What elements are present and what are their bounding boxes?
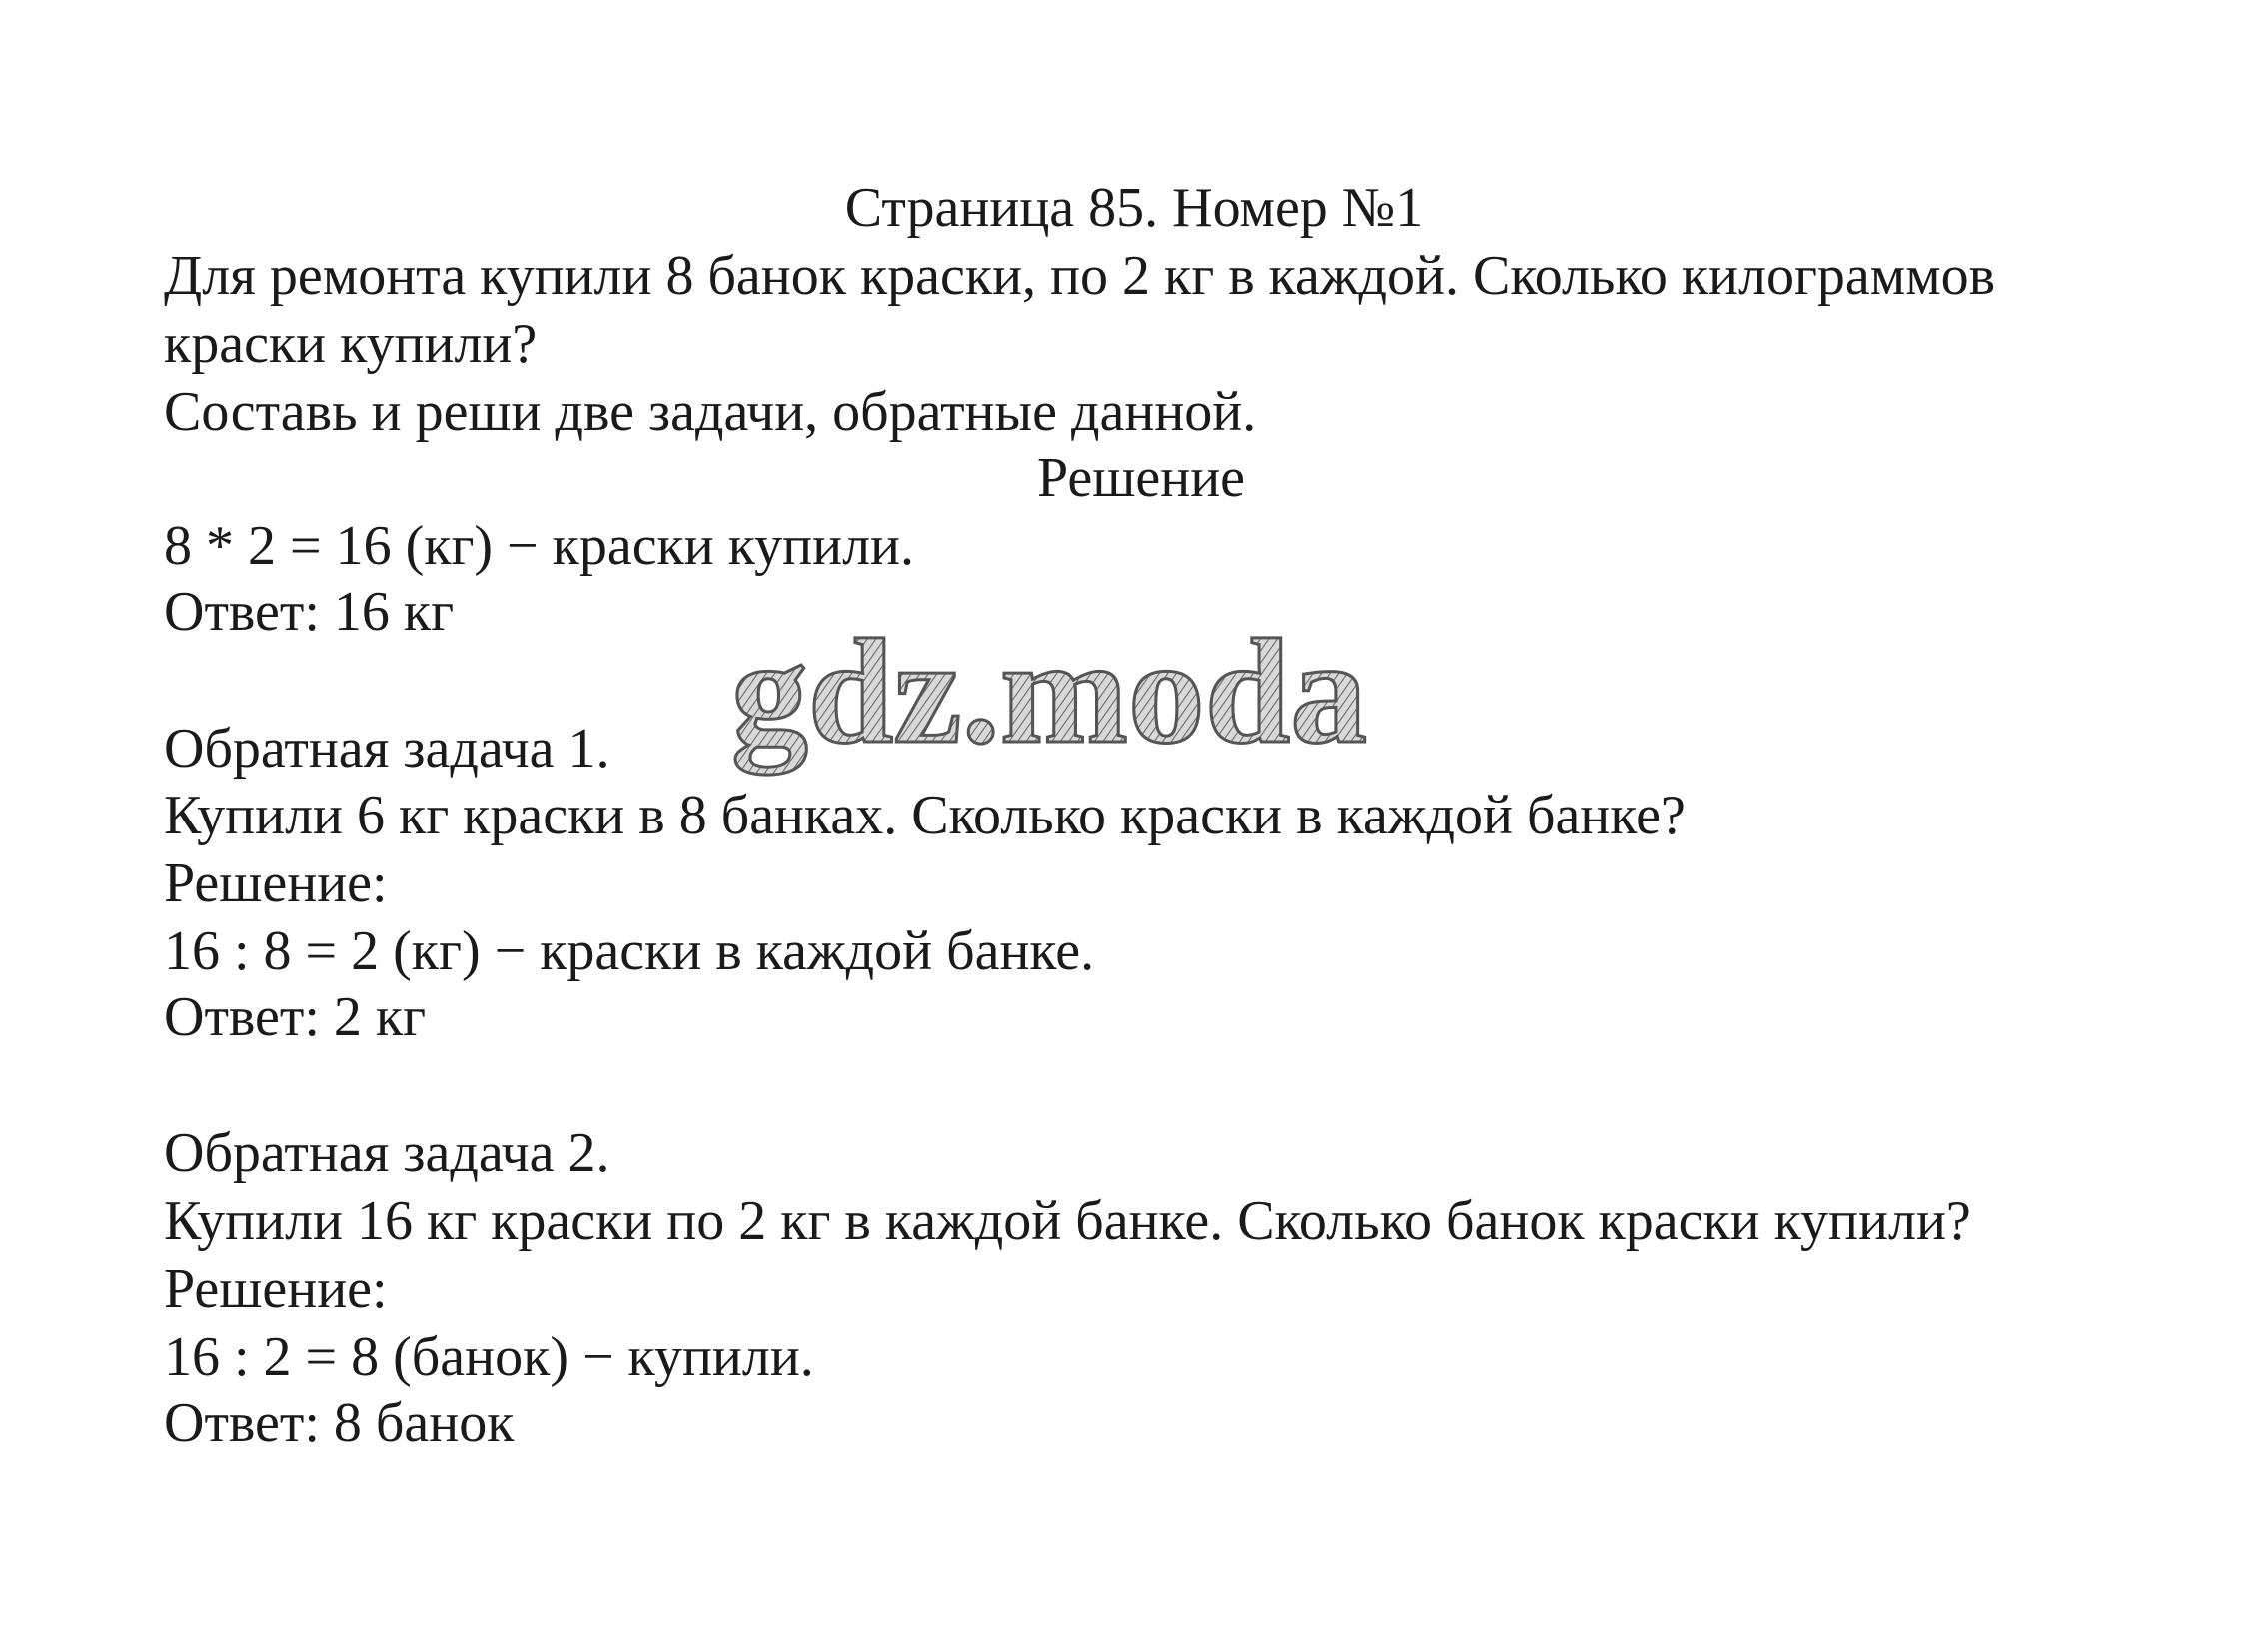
watermark-logo-graphic — [719, 630, 1379, 800]
inverse-task-1-answer: Ответ: 2 кг — [164, 986, 427, 1048]
answer-line: Ответ: 16 кг — [164, 581, 455, 643]
inverse-task-1-solution-label: Решение: — [164, 852, 388, 914]
problem-text-line-1: Для ремонта купили 8 банок краски, по 2 кг в каждой. Сколько килограммов — [164, 245, 1996, 307]
solution-line: 8 * 2 = 16 (кг) − краски купили. — [164, 515, 914, 577]
solution-heading-text: Решение — [1036, 447, 1246, 509]
solution-heading — [0, 446, 2268, 510]
inverse-task-1-title: Обратная задача 1. — [164, 718, 610, 780]
page-title: Страница 85. Номер №1 — [844, 177, 1424, 239]
inverse-task-2-answer: Ответ: 8 банок — [164, 1392, 515, 1454]
problem-text-line-2: краски купили? — [164, 313, 538, 375]
inverse-task-2-solution-label: Решение: — [164, 1258, 388, 1320]
watermark-text: gdz.moda — [731, 630, 1367, 775]
inverse-task-2-statement: Купили 16 кг краски по 2 кг в каждой банке. Сколько банок краски купили? — [164, 1190, 1971, 1252]
inverse-task-1-statement: Купили 6 кг краски в 8 банках. Сколько краски в каждой банке? — [164, 785, 1686, 846]
watermark-logo — [719, 630, 1379, 800]
inverse-task-2-solution-line: 16 : 2 = 8 (банок) − купили. — [164, 1326, 814, 1388]
inverse-task-2-title: Обратная задача 2. — [164, 1122, 610, 1184]
inverse-task-1-solution-line: 16 : 8 = 2 (кг) − краски в каждой банке. — [164, 920, 1095, 982]
task-text: Составь и реши две задачи, обратные данной. — [164, 381, 1257, 443]
